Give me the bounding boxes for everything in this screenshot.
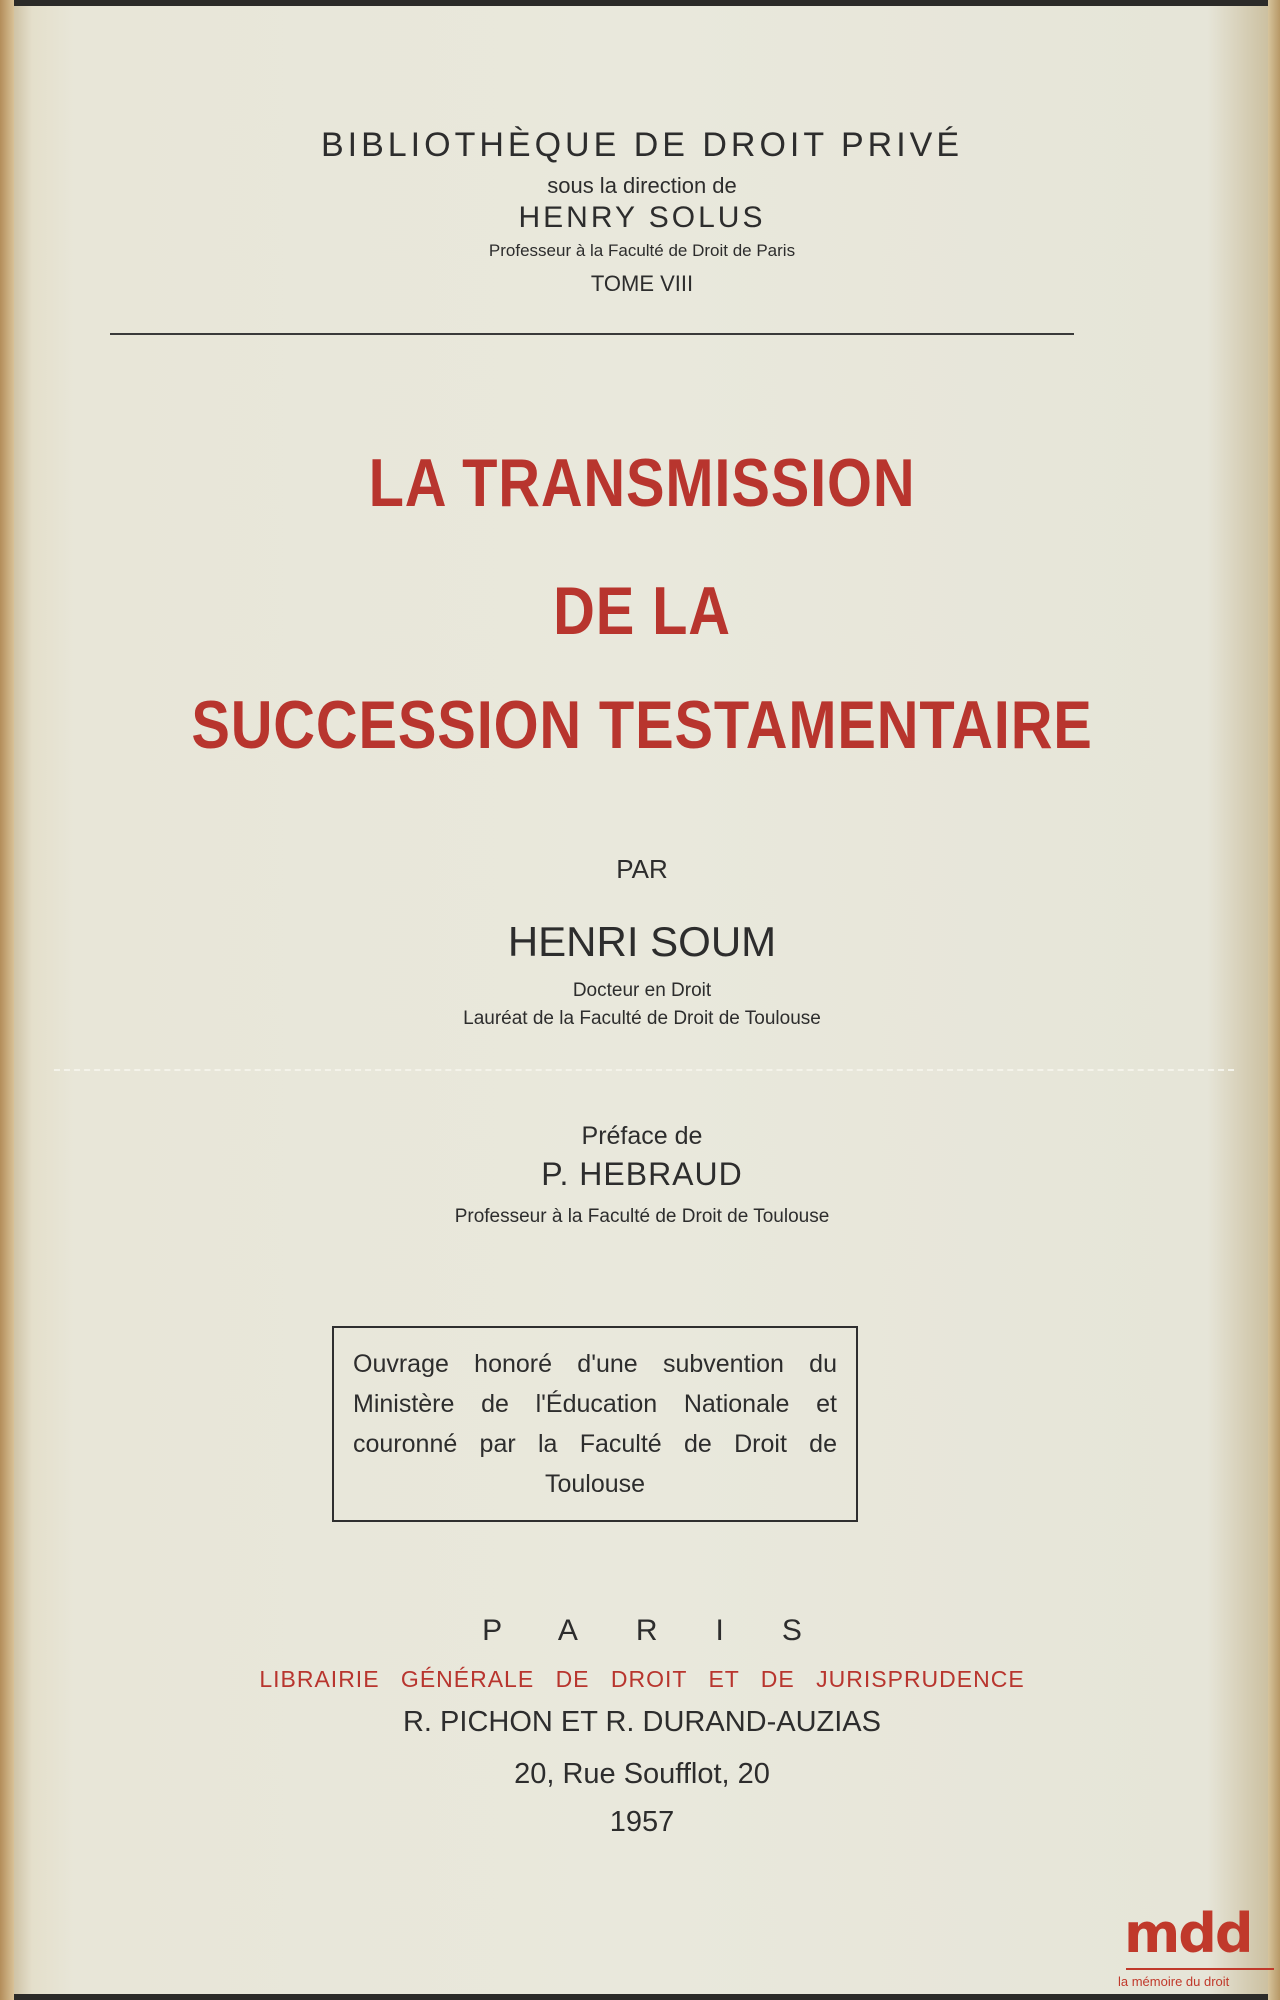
author-credential-2: Lauréat de la Faculté de Droit de Toulouse bbox=[463, 1008, 821, 1029]
header-rule bbox=[110, 333, 1074, 335]
series-title: BIBLIOTHÈQUE DE DROIT PRIVÉ bbox=[320, 126, 964, 164]
book-title-line-3: SUCCESSION TESTAMENTAIRE bbox=[191, 687, 1093, 763]
series-direction-line: sous la direction de bbox=[547, 173, 737, 198]
title-page bbox=[14, 6, 1270, 1994]
author-by-label: PAR bbox=[616, 854, 668, 884]
book-title-line-1: LA TRANSMISSION bbox=[368, 445, 916, 521]
imprint-place: PARIS bbox=[482, 1614, 860, 1647]
series-header bbox=[14, 126, 1270, 297]
preface-label: Préface de bbox=[581, 1122, 703, 1150]
imprint-year: 1957 bbox=[609, 1806, 675, 1838]
preface-author-name: P. HEBRAUD bbox=[541, 1156, 743, 1192]
logo-caption: la mémoire du droit bbox=[1118, 1974, 1230, 1989]
imprint-publisher: LIBRAIRIE GÉNÉRALE DE DROIT ET DE JURISPRUDENCE bbox=[259, 1666, 1025, 1692]
preface-author-title: Professeur à la Faculté de Droit de Toulouse bbox=[454, 1206, 830, 1227]
author-credential-1: Docteur en Droit bbox=[572, 980, 712, 1001]
award-notice-box bbox=[332, 1326, 858, 1522]
logo-underline bbox=[1126, 1968, 1274, 1970]
logo-mark: mdd bbox=[1124, 1902, 1252, 1965]
book-title-line-2: DE LA bbox=[553, 573, 731, 649]
series-tome: TOME VIII bbox=[590, 271, 694, 296]
page-right-edge bbox=[1268, 0, 1280, 2000]
series-editor-name: HENRY SOLUS bbox=[518, 201, 766, 234]
author-name: HENRI SOUM bbox=[507, 918, 777, 965]
imprint-printers: R. PICHON ET R. DURAND-AUZIAS bbox=[402, 1706, 881, 1738]
book-spine-edge bbox=[0, 0, 14, 2000]
imprint-address: 20, Rue Soufflot, 20 bbox=[514, 1758, 770, 1790]
mdd-logo bbox=[1114, 1890, 1274, 2000]
paper-fold-line bbox=[54, 1069, 1234, 1071]
series-editor-title: Professeur à la Faculté de Droit de Paris bbox=[488, 241, 796, 260]
award-notice-text: Ouvrage honoré d'une subvention du Ministère de l'Éducation Nationale et couronné par la Faculté de Droit de Toulouse bbox=[353, 1350, 837, 1498]
